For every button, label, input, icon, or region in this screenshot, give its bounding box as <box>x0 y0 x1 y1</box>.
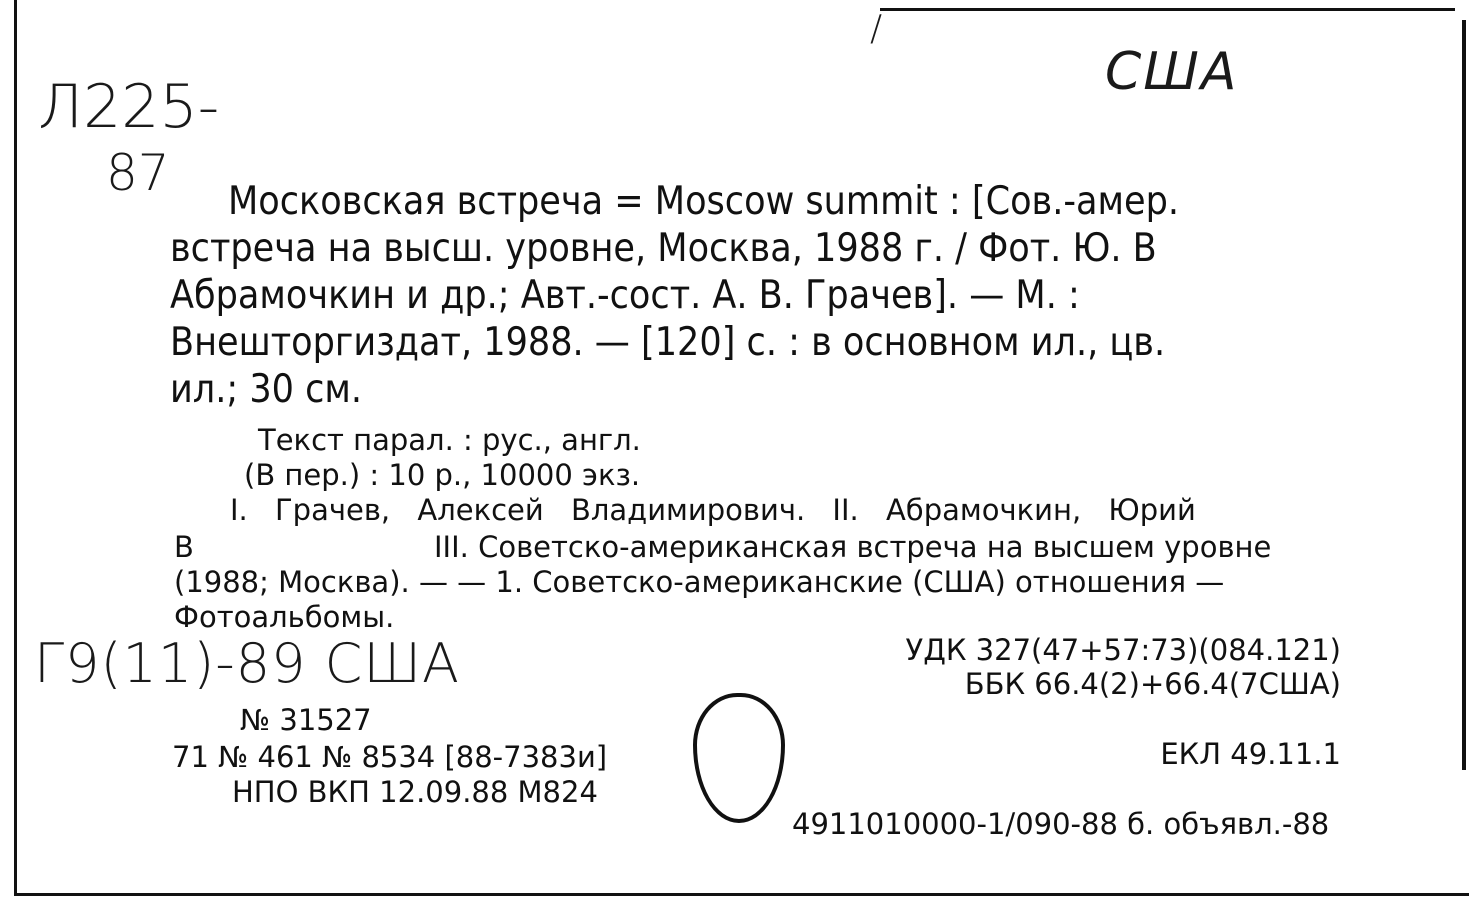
title-line-3: Абрамочкин и др.; Авт.-сост. А. В. Грачев]. — М. : <box>170 273 1080 318</box>
handwritten-country: США <box>1105 42 1239 102</box>
title-line-5: ил.; 30 см. <box>170 367 363 412</box>
handwritten-top-mark: / <box>870 8 883 49</box>
title-line-1: Московская встреча = Moscow summit : [Сов.-амер. <box>228 179 1180 224</box>
title-line-4: Внешторгиздат, 1988. — [120] с. : в основном ил., цв. <box>170 320 1166 365</box>
ordering-info: 71 № 461 № 8534 [88-7383и] <box>172 740 608 774</box>
card-border-right <box>1462 20 1466 770</box>
bibliographic-description <box>170 178 1338 413</box>
title-line-2: встреча на высш. уровне, Москва, 1988 г. / Фот. Ю. В <box>170 226 1157 271</box>
price-note: (В пер.) : 10 р., 10000 экз. <box>244 458 641 492</box>
bbk-code: ББК 66.4(2)+66.4(7США) <box>964 667 1341 701</box>
udk-code: УДК 327(47+57:73)(084.121) <box>905 633 1341 667</box>
subjects-line-2b: III. Советско-американская встреча на высшем уровне <box>434 530 1272 564</box>
handwritten-classification: Г9(11)-89 США <box>34 632 460 695</box>
subjects-line-4: Фотоальбомы. <box>174 600 395 634</box>
card-border-top <box>880 8 1455 11</box>
record-number: № 31527 <box>240 703 372 737</box>
card-border-bottom <box>14 893 1469 896</box>
handwritten-shelfmark-1: Л225- <box>38 72 220 142</box>
language-note: Текст парал. : рус., англ. <box>258 423 641 457</box>
subjects-line-2a: В <box>174 530 194 564</box>
ekl-code: ЕКЛ 49.11.1 <box>1160 737 1341 771</box>
card-border-left <box>14 0 17 895</box>
punched-hole-stamp <box>693 693 785 823</box>
npo-info: НПО ВКП 12.09.88 М824 <box>232 775 598 809</box>
handwritten-shelfmark-2: 87 <box>106 144 170 202</box>
subjects-line-3: (1988; Москва). — — 1. Советско-американские (США) отношения — <box>174 565 1225 599</box>
catalog-number: 4911010000-1/090-88 б. объявл.-88 <box>792 807 1330 841</box>
subjects-line-1: I. Грачев, Алексей Владимирович. II. Абрамочкин, Юрий <box>230 493 1196 527</box>
